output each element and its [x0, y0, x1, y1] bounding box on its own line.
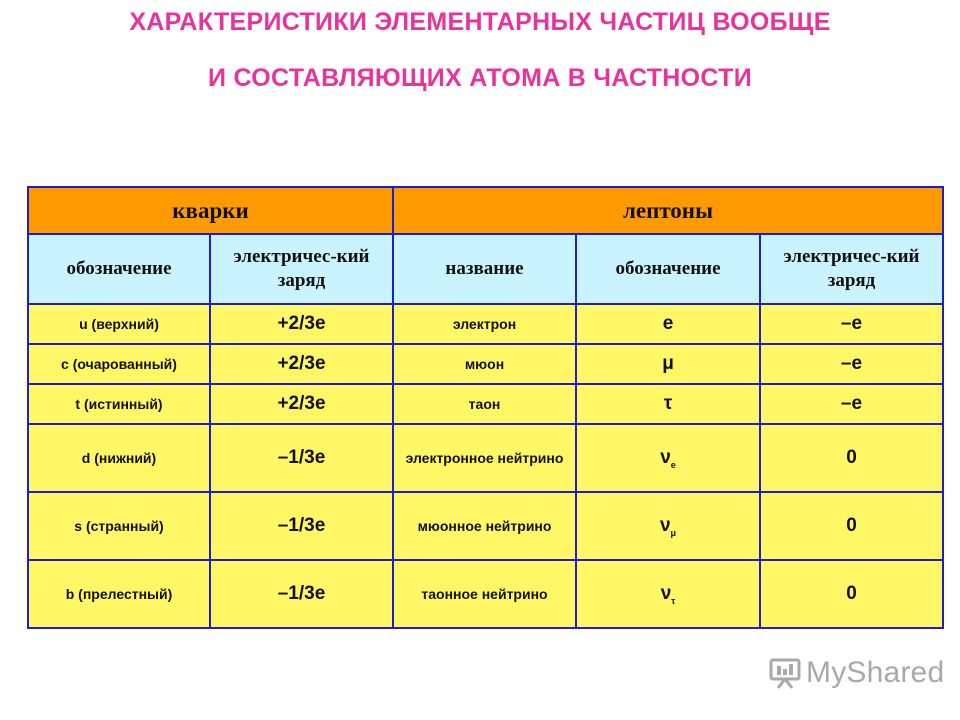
table-row [28, 424, 943, 492]
lepton-symbol-subscript: τ [671, 596, 676, 606]
header-lepton-charge: электричес-кий заряд [760, 234, 943, 304]
group-header-leptons: лептоны [393, 187, 943, 234]
lepton-name-cell: мюонное нейтрино [393, 492, 576, 560]
lepton-charge-cell: –e [760, 384, 943, 424]
lepton-name-cell: электронное нейтрино [393, 424, 576, 492]
table-row [28, 560, 943, 628]
page-title-line-1: ХАРАКТЕРИСТИКИ ЭЛЕМЕНТАРНЫХ ЧАСТИЦ ВООБЩЕ [129, 8, 831, 36]
header-quark-charge: электричес-кий заряд [210, 234, 393, 304]
quark-name-cell: t (истинный) [28, 384, 210, 424]
header-lepton-symbol: обозначение [576, 234, 760, 304]
lepton-name-cell: мюон [393, 344, 576, 384]
lepton-symbol: ν [659, 515, 671, 536]
lepton-symbol-subscript: μ [670, 528, 677, 538]
lepton-symbol: ν [660, 447, 671, 468]
quark-charge-cell: –1/3e [210, 492, 393, 560]
lepton-symbol: μ [662, 353, 674, 374]
quark-charge-cell: –1/3e [210, 424, 393, 492]
lepton-symbol-cell [576, 384, 760, 424]
lepton-charge-cell: –e [760, 304, 943, 344]
quark-name-cell: s (странный) [28, 492, 210, 560]
lepton-name-cell: электрон [393, 304, 576, 344]
watermark-text: MyShared [806, 656, 945, 689]
lepton-symbol-cell [576, 424, 760, 492]
quark-charge-cell: +2/3e [210, 304, 393, 344]
header-quark-symbol: обозначение [28, 234, 210, 304]
quark-name-cell: c (очарованный) [28, 344, 210, 384]
quark-name-cell: d (нижний) [28, 424, 210, 492]
group-header-row [28, 187, 943, 234]
header-lepton-name: название [393, 234, 576, 304]
group-header-quarks: кварки [28, 187, 393, 234]
lepton-symbol-subscript: e [670, 460, 676, 470]
lepton-symbol: ν [660, 583, 672, 604]
quark-name-cell: b (прелестный) [28, 560, 210, 628]
quark-charge-cell: –1/3e [210, 560, 393, 628]
lepton-symbol: e [662, 313, 674, 334]
myshared-watermark [768, 655, 944, 691]
lepton-symbol-cell [576, 492, 760, 560]
page-title-line-2: И СОСТАВЛЯЮЩИХ АТОМА В ЧАСТНОСТИ [208, 64, 752, 92]
particles-table [27, 186, 944, 629]
table-row [28, 492, 943, 560]
presentation-board-icon [768, 657, 802, 689]
column-header-row [28, 234, 943, 304]
table-row [28, 344, 943, 384]
lepton-symbol-cell [576, 304, 760, 344]
lepton-charge-cell: –e [760, 344, 943, 384]
lepton-charge-cell: 0 [760, 560, 943, 628]
lepton-symbol: τ [663, 393, 673, 414]
lepton-name-cell: таонное нейтрино [393, 560, 576, 628]
lepton-charge-cell: 0 [760, 424, 943, 492]
lepton-symbol-cell [576, 560, 760, 628]
lepton-name-cell: таон [393, 384, 576, 424]
table-row [28, 384, 943, 424]
lepton-symbol-cell [576, 344, 760, 384]
quark-charge-cell: +2/3e [210, 384, 393, 424]
quark-name-cell: u (верхний) [28, 304, 210, 344]
table-row [28, 304, 943, 344]
quark-charge-cell: +2/3e [210, 344, 393, 384]
lepton-charge-cell: 0 [760, 492, 943, 560]
